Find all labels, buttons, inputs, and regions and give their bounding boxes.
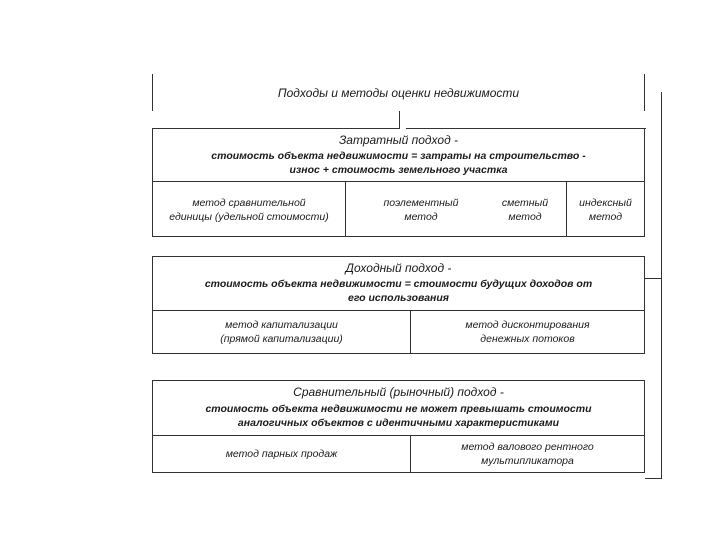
cost-methods-divider [152,181,645,182]
income-approach-formula-line1: стоимость объекта недвижимости = стоимости будущих доходов от [204,278,593,290]
income-connector [645,278,662,279]
comparative-connector [645,478,662,479]
income-methods-sep [410,310,411,354]
title-frame-right [644,74,645,111]
cost-approach-formula-line1: стоимость объекта недвижимости = затраты на строительство - [211,150,586,162]
cost-method-index-line2: метод [588,211,623,223]
comparative-methods-divider [152,435,645,436]
income-approach-formula-line2: его использования [348,292,449,304]
title-connector [399,111,400,128]
cost-method-comparative-unit-line1: метод сравнительной [192,197,306,209]
cost-method-comparative-unit-line2: единицы (удельной стоимости) [169,211,329,223]
comparative-method-grm-line1: метод валового рентного [461,441,594,453]
cost-approach-formula-line2: износ + стоимость земельного участка [289,164,508,176]
diagram-title: Подходы и методы оценки недвижимости [277,86,520,100]
comparative-method-paired-sales: метод парных продаж [225,448,338,460]
cost-method-estimate-line2: метод [508,211,542,223]
income-method-capitalization-line1: метод капитализации [225,319,338,331]
cost-methods-sep-1 [345,181,346,237]
cost-method-elemental-line2: метод [404,211,438,223]
income-method-dcf-line1: метод дисконтирования [465,319,590,331]
cost-method-index-line1: индексный [579,197,632,209]
comparative-method-grm-line2: мультипликатора [481,455,574,467]
right-side-connector [661,92,662,479]
cost-approach-heading: Затратный подход - [338,133,459,147]
cost-method-estimate-line1: сметный [501,197,549,209]
cost-method-elemental-line1: поэлементный [383,197,459,209]
income-approach-heading: Доходный подход - [345,261,452,275]
comparative-approach-formula-line1: стоимость объекта недвижимости не может превышать стоимости [205,403,592,415]
comparative-approach-formula-line2: аналогичных объектов с идентичными характеристиками [237,417,560,429]
income-method-capitalization-line2: (прямой капитализации) [220,333,343,345]
income-methods-divider [152,310,645,311]
cost-approach-top-left [152,128,400,129]
income-method-dcf-line2: денежных потоков [480,333,575,345]
comparative-approach-heading: Сравнительный (рыночный) подход - [293,385,504,399]
cost-approach-top-right [406,128,646,129]
